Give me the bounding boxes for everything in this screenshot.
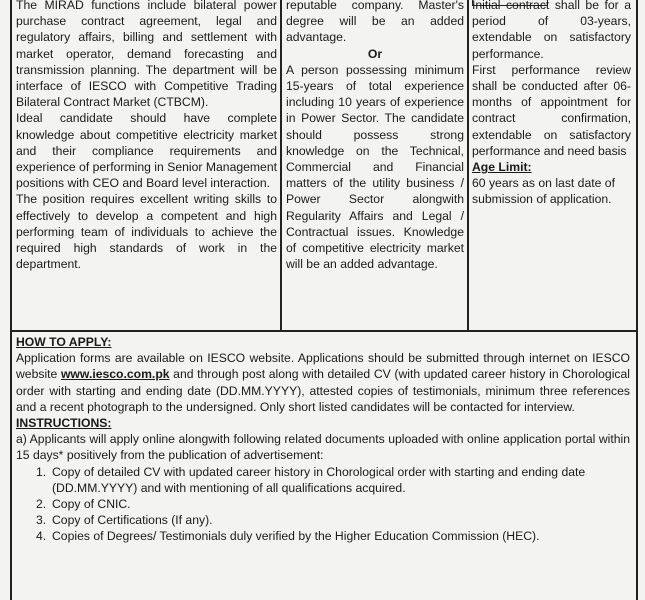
section-divider: [10, 330, 638, 332]
qualification-column: [286, 0, 464, 272]
or-separator: Or: [367, 46, 383, 61]
item-text: Copy of Certifications (If any).: [52, 513, 213, 528]
apply-text-part: and through post along with detailed CV (with updated career history in Chorological order with starting and ending date (DD.MM.YYYY), attested copies of testimonials, minimum three references and a recent photograph to the undersigned. Only short listed candidates will be contacted for interview.: [16, 367, 630, 414]
terms-column: [472, 0, 631, 208]
description-paragraph: The MIRAD functions include bilateral power purchase contract agreement, legal and regulatory affairs, billing and settlement with market operator, demand forecasting and transmission planning. The department will be interface of IESCO with Competitive Trading Bilateral Contract Market (CTBCM).: [16, 0, 277, 110]
application-section: [16, 334, 630, 545]
how-to-apply-text: [16, 350, 630, 415]
documents-list: [16, 464, 630, 545]
job-description-column: [16, 0, 277, 272]
website-link[interactable]: www.iesco.com.pk: [60, 367, 170, 382]
item-number: 4.: [36, 529, 47, 544]
instructions-heading: INSTRUCTIONS:: [16, 416, 112, 431]
list-item: [16, 528, 630, 544]
left-border: [10, 0, 12, 600]
age-limit-text: 60 years as on last date of submission of application.: [472, 176, 615, 207]
list-item: [16, 464, 630, 496]
item-text: Copy of CNIC.: [52, 497, 131, 512]
description-paragraph: Ideal candidate should have complete knowledge about competitive electricity market and their compliance requirements and experience of performing in Senior Management positions with CEO and Board level interaction.: [16, 111, 277, 191]
list-item: [16, 496, 630, 512]
apply-text-part: Application forms are available on IESCO website. Applications should be submitted through internet on IESCO website: [16, 351, 630, 382]
item-number: 2.: [36, 497, 47, 512]
item-text: Copy of detailed CV with updated career history in Chorological order with starting and ending date (DD.MM.YYYY) and with mentioning of all qualifications acquired.: [52, 464, 586, 495]
instructions-intro: a) Applicants will apply online alongwith following related documents uploaded with online application portal within 15 days* positively from the publication of advertisement:: [16, 432, 630, 463]
qualification-paragraph: A person possessing minimum 15-years of total experience including 10 years of experience in Power Sector. The candidate should possess strong knowledge on the Technical, Commercial and Financial matters of the utility business / Power Sector alongwith Regularity Affairs and Legal / Contractual issues. Knowledge of competitive electricity market will be an added advantage.: [286, 62, 464, 272]
column-divider: [280, 0, 282, 330]
list-item: [16, 512, 630, 528]
qualification-paragraph: reputable company. Master's degree will be an added advantage.: [286, 0, 464, 45]
how-to-apply-heading: HOW TO APPLY:: [16, 335, 112, 349]
description-paragraph: The position requires excellent writing skills to effectively to develop a competent and high performing team of individuals to achieve the required high standards of work in the department.: [16, 192, 277, 272]
item-number: 1.: [36, 464, 47, 479]
performance-review: First performance review shall be conducted after 06-months of appointment for contract confirmation, extendable on satisfactory performance and need basis: [472, 62, 631, 158]
contract-terms: Initial contract shall be for a period of 03-years, extendable on satisfactory performance.: [472, 0, 631, 61]
item-number: 3.: [36, 513, 47, 528]
age-limit-heading: Age Limit:: [472, 160, 532, 175]
column-divider: [467, 0, 469, 330]
right-border: [636, 0, 638, 600]
item-text: Copies of Degrees/ Testimonials duly verified by the Higher Education Commission (HEC).: [52, 529, 540, 544]
